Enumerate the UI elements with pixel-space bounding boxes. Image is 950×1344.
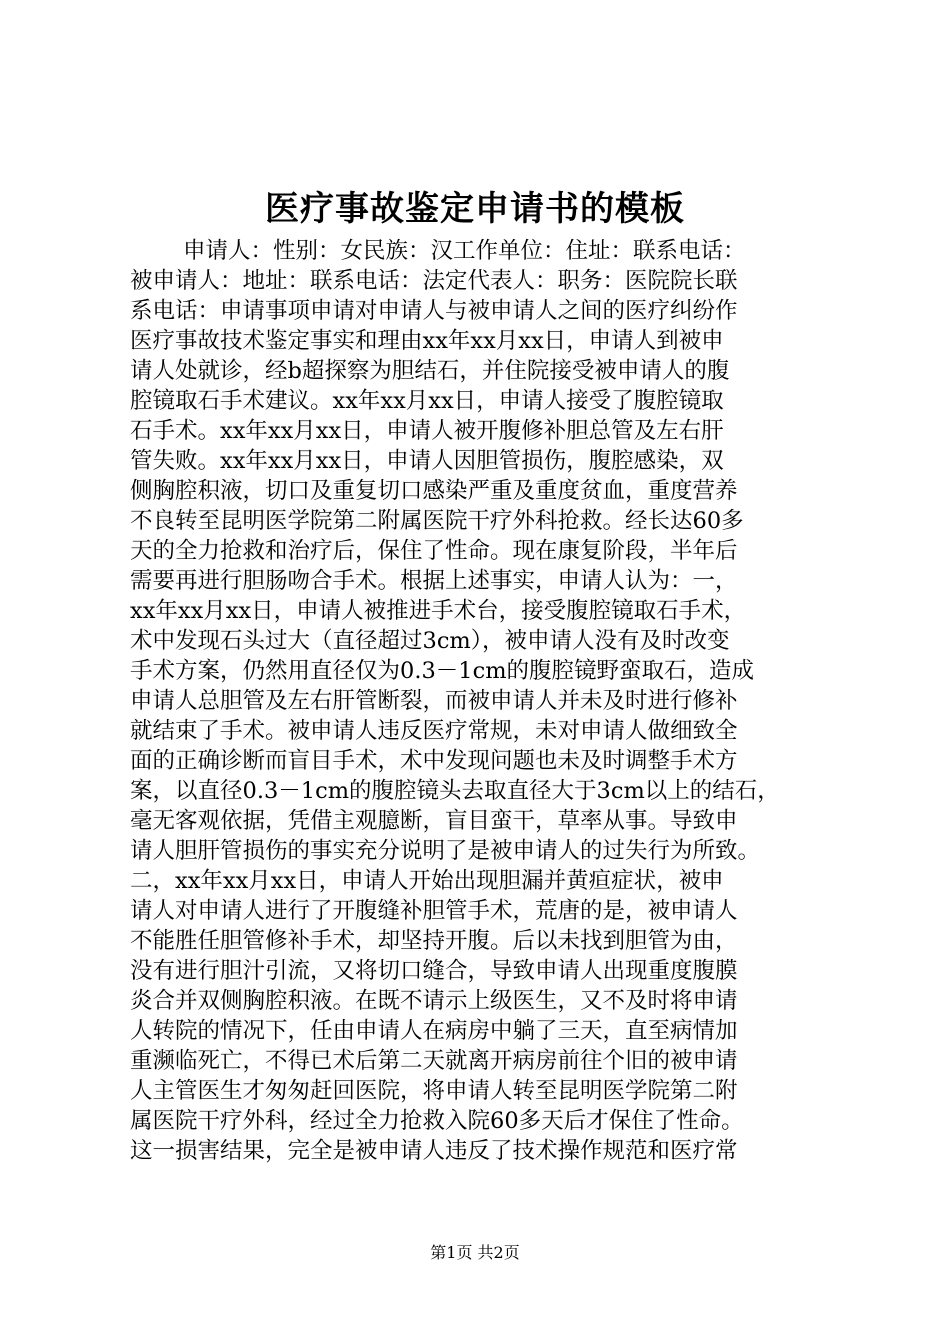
body-line: 被申请人：地址：联系电话：法定代表人：职务：医院院长联 <box>130 268 738 294</box>
body-line: 需要再进行胆肠吻合手术。根据上述事实，申请人认为：一， <box>130 568 738 594</box>
body-line: 属医院干疗外科，经过全力抢救入院60多天后才保住了性命。 <box>130 1108 744 1134</box>
body-line: 石手术。xx年xx月xx日，申请人被开腹修补胆总管及左右肝 <box>130 418 724 444</box>
page-number: 第1页 共2页 <box>430 1243 520 1262</box>
body-line: 请人对申请人进行了开腹缝补胆管手术，荒唐的是，被申请人 <box>130 898 738 924</box>
body-line: 不能胜任胆管修补手术，却坚持开腹。后以未找到胆管为由， <box>130 928 738 954</box>
document-title: 医疗事故鉴定申请书的模板 <box>265 189 685 229</box>
body-line: 人主管医生才匆匆赶回医院，将申请人转至昆明医学院第二附 <box>130 1078 738 1104</box>
body-line: 这一损害结果，完全是被申请人违反了技术操作规范和医疗常 <box>130 1138 738 1164</box>
body-line: 天的全力抢救和治疗后，保住了性命。现在康复阶段，半年后 <box>130 538 738 564</box>
body-line: 炎合并双侧胸腔积液。在既不请示上级医生，又不及时将申请 <box>130 988 738 1014</box>
body-line: 没有进行胆汁引流，又将切口缝合，导致申请人出现重度腹膜 <box>130 958 738 984</box>
body-line: 侧胸腔积液，切口及重复切口感染严重及重度贫血，重度营养 <box>130 478 738 504</box>
body-line: 系电话：申请事项申请对申请人与被申请人之间的医疗纠纷作 <box>130 298 738 324</box>
body-line: 不良转至昆明医学院第二附属医院干疗外科抢救。经长达60多 <box>130 508 744 534</box>
body-line: 请人处就诊，经b超探察为胆结石，并住院接受被申请人的腹 <box>130 358 730 384</box>
body-line: 医疗事故技术鉴定事实和理由xx年xx月xx日，申请人到被申 <box>130 328 724 354</box>
body-line: 管失败。xx年xx月xx日，申请人因胆管损伤，腹腔感染，双 <box>130 448 724 474</box>
body-line: 手术方案，仍然用直径仅为0.3－1cm的腹腔镜野蛮取石，造成 <box>130 658 755 684</box>
body-line: 重濒临死亡，不得已术后第二天就离开病房前往个旧的被申请 <box>130 1048 738 1074</box>
body-line: 请人胆肝管损伤的事实充分说明了是被申请人的过失行为所致。 <box>130 838 761 864</box>
body-line: xx年xx月xx日，申请人被推进手术台，接受腹腔镜取石手术， <box>130 598 747 624</box>
body-line: 毫无客观依据，凭借主观臆断，盲目蛮干，草率从事。导致申 <box>130 808 738 834</box>
body-line: 腔镜取石手术建议。xx年xx月xx日，申请人接受了腹腔镜取 <box>130 388 724 414</box>
body-line: 案，以直径0.3－1cm的腹腔镜头去取直径大于3cm以上的结石， <box>130 778 780 804</box>
body-line: 面的正确诊断而盲目手术，术中发现问题也未及时调整手术方 <box>130 748 738 774</box>
body-line: 申请人：性别：女民族：汉工作单位：住址：联系电话： <box>183 238 746 264</box>
body-line: 申请人总胆管及左右肝管断裂，而被申请人并未及时进行修补 <box>130 688 738 714</box>
body-line: 人转院的情况下，任由申请人在病房中躺了三天，直至病情加 <box>130 1018 738 1044</box>
body-line: 就结束了手术。被申请人违反医疗常规，未对申请人做细致全 <box>130 718 738 744</box>
body-line: 二，xx年xx月xx日，申请人开始出现胆漏并黄疸症状，被申 <box>130 868 724 894</box>
body-line: 术中发现石头过大（直径超过3cm），被申请人没有及时改变 <box>130 628 730 654</box>
